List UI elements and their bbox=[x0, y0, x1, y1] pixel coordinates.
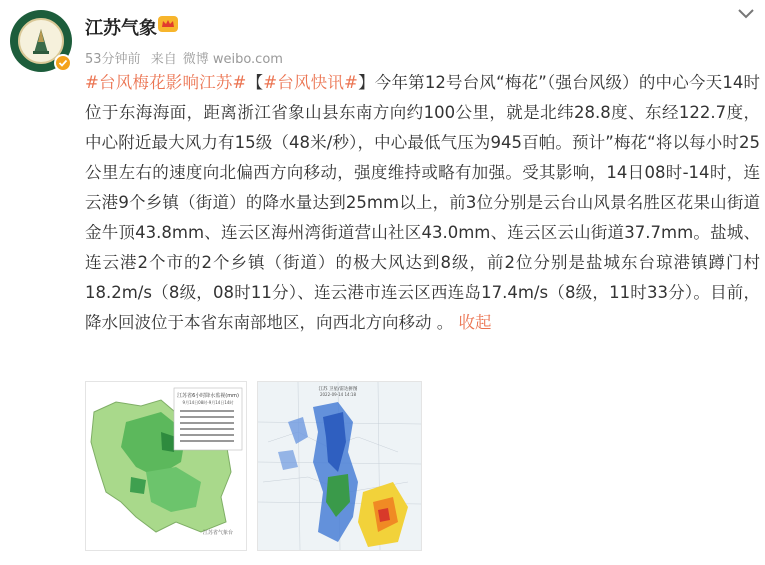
post-time[interactable]: 53分钟前 bbox=[85, 52, 141, 67]
rainfall-map-image[interactable] bbox=[85, 381, 247, 551]
chevron-down-icon[interactable] bbox=[735, 5, 757, 23]
verified-icon bbox=[54, 54, 72, 72]
radar-subtitle: 2022-09-14 14:18 bbox=[319, 392, 357, 397]
bracket-open: 【 bbox=[246, 73, 264, 92]
map-subtitle: 9月14日08时-9月14日14时 bbox=[182, 400, 234, 405]
map-footer: 江苏省气象台 bbox=[202, 530, 234, 536]
post-text bbox=[85, 68, 760, 338]
source-prefix: 来自 bbox=[150, 52, 177, 67]
topic-link-flash[interactable]: #台风快讯# bbox=[263, 73, 358, 92]
radar-map-image[interactable] bbox=[257, 381, 422, 551]
map-title: 江苏省6小时降水监视(mm) bbox=[177, 393, 239, 399]
post-meta bbox=[85, 48, 289, 67]
post-body: 今年第12号台风“梅花”（强台风级）的中心今天14时位于东海海面，距离浙江省象山县东南方向约100公里，就是北纬28.8度、东经122.7度，中心附近最大风力有15级（48米/秒），中心最低气压为945百帕。预计”梅花“将以每小时25公里左右的速度向北偏西方向移动，强度维持或略有加强。受其影响，14日08时-14时，连云港9个乡镇（街道）的降水量达到25mm以上，前3位分别是云台山风景名胜区花果山街道金牛顶43.8mm、连云区海州湾街道营山社区43.0mm、连云区云山街道37.7mm。盐城、连云港2个市的2个乡镇（街道）的极大风达到8级，前2位分别是盐城东台琼港镇蹲门村18.2m/s（8级，08时11分）、连云港市连云区西连岛17.4m/s（8级，11时33分）。目前，降水回波位于本省东南部地区，向西北方向移动 。 bbox=[85, 73, 761, 332]
post-source[interactable]: 微博 weibo.com bbox=[182, 52, 283, 67]
topic-link[interactable]: #台风梅花影响江苏# bbox=[85, 73, 247, 92]
radar-title: 江苏 卫星/雷达拼图 bbox=[318, 387, 358, 392]
account-name[interactable]: 江苏气象 bbox=[85, 18, 157, 39]
bracket-close: 】 bbox=[357, 73, 375, 92]
collapse-link[interactable]: 收起 bbox=[458, 313, 492, 332]
vip-crown-icon[interactable] bbox=[158, 15, 178, 33]
